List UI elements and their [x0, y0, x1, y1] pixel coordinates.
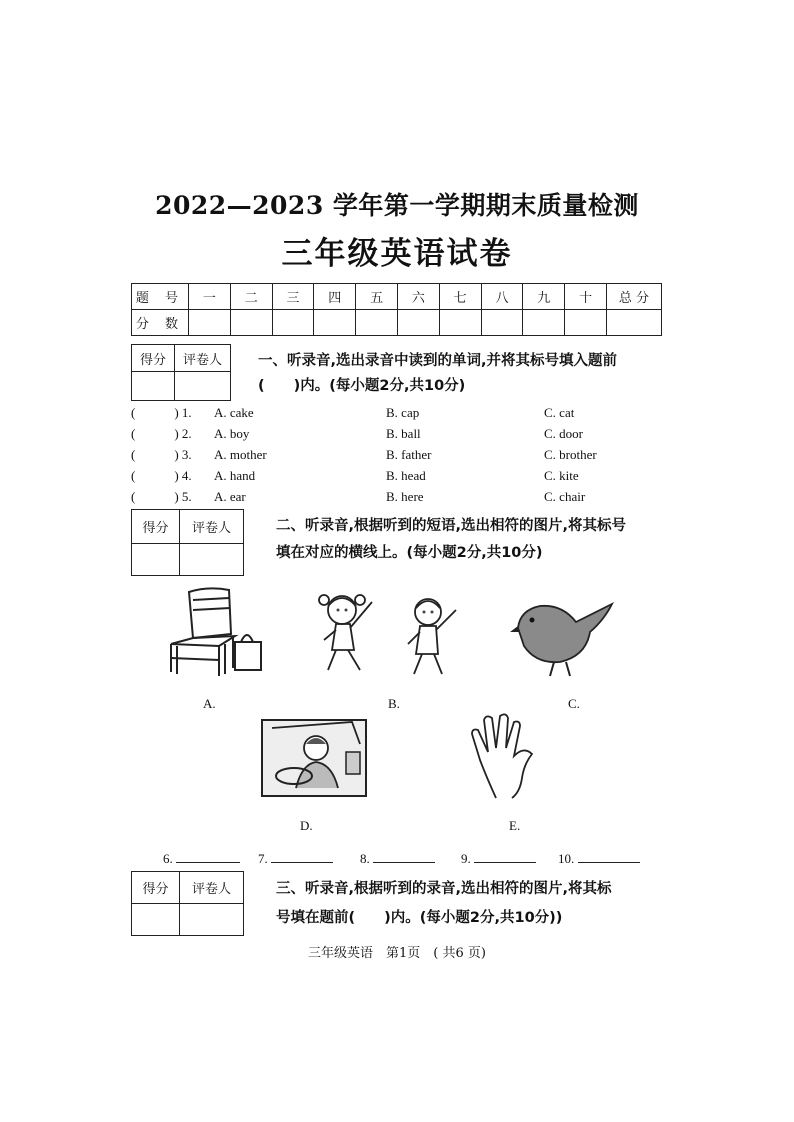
picture-label-e: E.	[509, 818, 521, 833]
grader-box-3	[131, 871, 244, 936]
score-table-col-total: 总 分	[607, 284, 662, 310]
blank-number: 8.	[360, 851, 370, 866]
score-cell[interactable]	[565, 310, 607, 336]
score-table-col: 六	[397, 284, 439, 310]
answer-blank-9[interactable]	[461, 850, 536, 867]
score-cell[interactable]	[314, 310, 356, 336]
answer-bracket[interactable]: ( ) 2.	[131, 426, 192, 441]
exam-subtitle: 三年级英语试卷	[281, 236, 513, 272]
score-table-col: 七	[439, 284, 481, 310]
blank-number: 7.	[258, 851, 268, 866]
score-cell[interactable]	[481, 310, 523, 336]
score-cell[interactable]	[272, 310, 314, 336]
score-cell[interactable]	[607, 310, 662, 336]
section3-instruction-line1: 三、听录音,根据听到的录音,选出相符的图片,将其标	[276, 881, 612, 897]
grader-score-cell[interactable]	[132, 544, 180, 576]
option-b: B. head	[386, 468, 426, 483]
grader-name-label: 评卷人	[175, 345, 231, 372]
option-a: A. ear	[214, 489, 246, 504]
section2-instruction-line1: 二、听录音,根据听到的短语,选出相符的图片,将其标号	[276, 518, 627, 534]
bird-icon	[510, 586, 628, 682]
score-cell[interactable]	[523, 310, 565, 336]
exam-title: 2022—2023 学年第一学期期末质量检测	[155, 191, 639, 220]
section1-instruction-line2: ( )内。(每小题2分,共10分)	[258, 378, 466, 394]
option-b: B. here	[386, 489, 424, 504]
section1-instruction-line1: 一、听录音,选出录音中读到的单词,并将其标号填入题前	[258, 353, 618, 369]
question-2	[131, 423, 671, 444]
section2-instruction-line2: 填在对应的横线上。(每小题2分,共10分)	[276, 545, 543, 561]
grader-score-label: 得分	[132, 872, 180, 904]
score-cell[interactable]	[356, 310, 398, 336]
score-table-col: 五	[356, 284, 398, 310]
grader-name-cell[interactable]	[180, 904, 244, 936]
option-c: C. kite	[544, 468, 579, 483]
answer-bracket[interactable]: ( ) 1.	[131, 405, 192, 420]
option-a: A. cake	[214, 405, 254, 420]
picture-label-c: C.	[568, 696, 580, 711]
grader-box-1	[131, 344, 231, 401]
score-table-row-label: 分 数	[132, 310, 189, 336]
question-3	[131, 444, 671, 465]
picture-label-b: B.	[388, 696, 400, 711]
grader-box-2	[131, 509, 244, 576]
blank-number: 6.	[163, 851, 173, 866]
answer-bracket[interactable]: ( ) 4.	[131, 468, 192, 483]
option-b: B. cap	[386, 405, 420, 420]
man-driving-car-icon	[258, 714, 372, 802]
score-table-col: 十	[565, 284, 607, 310]
score-table-col: 四	[314, 284, 356, 310]
blank-number: 9.	[461, 851, 471, 866]
picture-label-a: A.	[203, 696, 216, 711]
score-table-row-label: 题 号	[132, 284, 189, 310]
girl-and-boy-waving-icon	[310, 584, 480, 684]
chair-and-bag-icon	[163, 584, 271, 680]
score-table-header-row	[132, 284, 662, 310]
option-a: A. hand	[214, 468, 256, 483]
section1-instruction	[258, 349, 617, 399]
grader-name-cell[interactable]	[175, 372, 231, 401]
section2-instruction	[276, 513, 626, 567]
grader-name-label: 评卷人	[180, 510, 244, 544]
score-cell[interactable]	[439, 310, 481, 336]
answer-blank-6[interactable]	[163, 850, 240, 867]
page-footer: 三年级英语 第1页 ( 共6 页)	[308, 946, 486, 961]
option-c: C. cat	[544, 405, 575, 420]
section3-instruction	[276, 875, 612, 933]
option-a: A. boy	[214, 426, 250, 441]
answer-blank-10[interactable]	[558, 850, 640, 867]
grader-name-label: 评卷人	[180, 872, 244, 904]
option-b: B. ball	[386, 426, 421, 441]
option-c: C. chair	[544, 489, 586, 504]
score-table-col: 九	[523, 284, 565, 310]
answer-blank-8[interactable]	[360, 850, 435, 867]
open-hand-icon	[466, 712, 548, 804]
question-4	[131, 465, 671, 486]
score-table-col: 三	[272, 284, 314, 310]
score-table-score-row	[132, 310, 662, 336]
blank-number: 10.	[558, 851, 575, 866]
answer-bracket[interactable]: ( ) 5.	[131, 489, 192, 504]
grader-score-cell[interactable]	[132, 904, 180, 936]
score-table-col: 八	[481, 284, 523, 310]
question-5	[131, 486, 671, 507]
option-b: B. father	[386, 447, 432, 462]
answer-blank-7[interactable]	[258, 850, 333, 867]
option-c: C. brother	[544, 447, 597, 462]
score-cell[interactable]	[189, 310, 231, 336]
score-cell[interactable]	[397, 310, 439, 336]
score-cell[interactable]	[230, 310, 272, 336]
score-table	[131, 283, 662, 336]
section3-instruction-line2: 号填在题前( )内。(每小题2分,共10分))	[276, 910, 563, 926]
option-a: A. mother	[214, 447, 267, 462]
score-table-col: 一	[189, 284, 231, 310]
grader-score-cell[interactable]	[132, 372, 175, 401]
option-c: C. door	[544, 426, 583, 441]
grader-score-label: 得分	[132, 345, 175, 372]
answer-bracket[interactable]: ( ) 3.	[131, 447, 192, 462]
question-1	[131, 402, 671, 423]
picture-label-d: D.	[300, 818, 313, 833]
grader-name-cell[interactable]	[180, 544, 244, 576]
score-table-col: 二	[230, 284, 272, 310]
grader-score-label: 得分	[132, 510, 180, 544]
